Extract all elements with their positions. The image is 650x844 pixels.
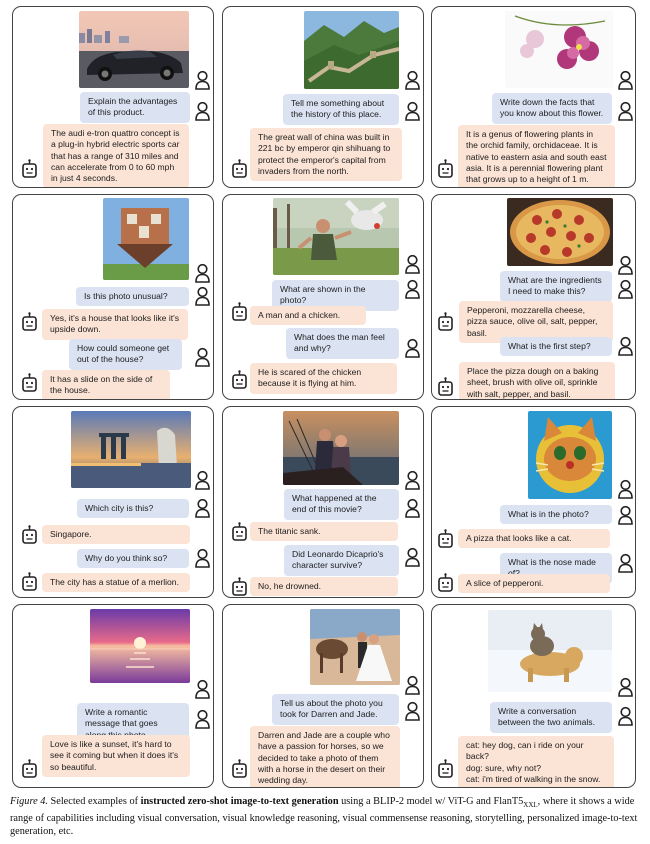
bot-message: The great wall of china was built in 221 bc by emperor qin shihuang to protect the emperor's capital from invaders from the north. bbox=[250, 128, 402, 181]
user-message: What is the first step? bbox=[500, 337, 612, 356]
robot-icon bbox=[231, 522, 248, 542]
robot-icon bbox=[21, 525, 38, 545]
user-icon bbox=[404, 498, 421, 518]
robot-icon bbox=[21, 572, 38, 592]
robot-icon bbox=[437, 529, 454, 549]
user-message: Write a romantic message that goes bbox=[77, 703, 189, 745]
bot-message: It is a genus of flowering plants in the orchid family, orchidaceae. It is native to eastern asia and south east asia. It is a perennial flowering plant that grows up to a height of 1 m. bbox=[458, 125, 615, 188]
user-icon bbox=[617, 279, 634, 299]
user-icon bbox=[617, 553, 634, 573]
bot-message: Place the pizza dough on a baking sheet, brush with olive oil, sprinkle with salt, pepper, and basil. bbox=[459, 362, 615, 400]
user-icon bbox=[194, 70, 211, 90]
example-panel-man-chicken bbox=[222, 194, 424, 400]
bot-message: Yes, it's a house that looks like it's upside down. bbox=[42, 309, 188, 340]
great-wall-photo bbox=[304, 11, 399, 89]
example-panel-car bbox=[12, 6, 214, 188]
user-message: Why do you think so? bbox=[77, 549, 189, 568]
bot-message: Pepperoni, mozzarella cheese, pizza sauce, olive oil, salt, pepper, basil. bbox=[459, 301, 613, 343]
example-panel-orchid bbox=[431, 6, 636, 188]
bot-message: A man and a chicken. bbox=[250, 306, 366, 325]
robot-icon bbox=[231, 759, 248, 779]
example-panel-cat-pizza bbox=[431, 406, 636, 598]
example-panel-cat-dog bbox=[431, 604, 636, 788]
user-message: What does the man feel and why? bbox=[286, 328, 399, 359]
user-message: What are the ingredients I need to make this? bbox=[500, 271, 612, 302]
bot-message: The audi e-tron quattro concept is a plug-in hybrid electric sports car that has a range of 310 miles and can accelerate from 0 to 60 mph in just 4 seconds. bbox=[43, 124, 189, 188]
robot-icon bbox=[21, 159, 38, 179]
user-icon bbox=[194, 498, 211, 518]
user-message: Is this photo unusual? bbox=[76, 287, 189, 306]
robot-icon bbox=[437, 377, 454, 397]
user-icon bbox=[404, 338, 421, 358]
caption-subscript: XXL bbox=[523, 801, 538, 810]
robot-icon bbox=[231, 370, 248, 390]
user-message: Explain the advantages of this product. bbox=[80, 92, 190, 123]
user-icon bbox=[194, 286, 211, 306]
bot-message: The city has a statue of a merlion. bbox=[42, 573, 190, 592]
user-icon bbox=[194, 263, 211, 283]
user-icon bbox=[194, 548, 211, 568]
bot-message: A pizza that looks like a cat. bbox=[458, 529, 610, 548]
user-icon bbox=[404, 675, 421, 695]
cat-pizza-photo bbox=[528, 411, 612, 499]
robot-icon bbox=[437, 312, 454, 332]
user-icon bbox=[404, 101, 421, 121]
user-icon bbox=[194, 470, 211, 490]
robot-icon bbox=[437, 573, 454, 593]
user-icon bbox=[617, 505, 634, 525]
user-icon bbox=[194, 709, 211, 729]
cat-dog-photo bbox=[488, 610, 612, 692]
example-panel-sunset bbox=[12, 604, 214, 788]
bot-message: He is scared of the chicken because it is flying at him. bbox=[250, 363, 397, 394]
bot-message: A slice of pepperoni. bbox=[458, 574, 610, 593]
wedding-photo bbox=[310, 609, 400, 685]
user-message: What is in the photo? bbox=[500, 505, 612, 524]
caption-text: Selected examples of bbox=[47, 796, 141, 807]
robot-icon bbox=[437, 759, 454, 779]
singapore-photo bbox=[71, 411, 191, 488]
user-message: Tell us about the photo you took for Darren and Jade. bbox=[272, 694, 399, 725]
figure-caption bbox=[10, 795, 642, 839]
user-icon bbox=[194, 679, 211, 699]
user-icon bbox=[194, 347, 211, 367]
example-panel-great-wall bbox=[222, 6, 424, 188]
user-icon bbox=[617, 101, 634, 121]
robot-icon bbox=[21, 759, 38, 779]
user-icon bbox=[617, 479, 634, 499]
sunset-photo bbox=[90, 609, 190, 683]
caption-bold: instructed zero-shot image-to-text generation bbox=[140, 796, 339, 807]
user-icon bbox=[404, 701, 421, 721]
titanic-photo bbox=[283, 411, 399, 485]
user-message: Write down the facts that you know about this flower. bbox=[492, 93, 612, 124]
example-panel-pizza bbox=[431, 194, 636, 400]
user-message: Did Leonardo Dicaprio's character survive? bbox=[284, 545, 399, 576]
example-panel-singapore bbox=[12, 406, 214, 598]
user-icon bbox=[617, 255, 634, 275]
bot-message: No, he drowned. bbox=[250, 577, 398, 596]
user-icon bbox=[404, 279, 421, 299]
user-icon bbox=[617, 677, 634, 697]
caption-text: , where it shows a wide range of capabilities including visual conversation, visual knowledge reasoning, visual commensense reasoning, storytelling, personalized image-to-text generation, etc. bbox=[10, 796, 638, 838]
user-icon bbox=[617, 336, 634, 356]
user-icon bbox=[404, 254, 421, 274]
user-message: Tell me something about the history of this place. bbox=[283, 94, 399, 125]
robot-icon bbox=[21, 373, 38, 393]
user-icon bbox=[404, 470, 421, 490]
robot-icon bbox=[231, 577, 248, 597]
robot-icon bbox=[21, 312, 38, 332]
pizza-photo bbox=[507, 198, 613, 266]
bot-message: The titanic sank. bbox=[250, 522, 398, 541]
user-icon bbox=[404, 70, 421, 90]
user-message: How could someone get out of the house? bbox=[69, 339, 182, 370]
bot-message: Darren and Jade are a couple who have a passion for horses, so we decided to take a photo of them with a horse in the desert on their wedding day. bbox=[250, 726, 400, 788]
car-photo bbox=[79, 11, 189, 88]
user-message: Which city is this? bbox=[77, 499, 189, 518]
user-icon bbox=[404, 547, 421, 567]
upside-down-house-photo bbox=[103, 198, 189, 280]
example-panel-house bbox=[12, 194, 214, 400]
user-icon bbox=[194, 101, 211, 121]
bot-message: cat: hey dog, can i ride on your back? dog: sure, why not? cat: i'm tired of walking in the snow. bbox=[458, 736, 614, 788]
user-icon bbox=[617, 706, 634, 726]
user-icon bbox=[617, 70, 634, 90]
example-panel-wedding bbox=[222, 604, 424, 788]
user-message: What are shown in the photo? bbox=[272, 280, 399, 311]
user-message: Write a conversation between the two animals. bbox=[490, 702, 612, 733]
robot-icon bbox=[231, 159, 248, 179]
caption-text: using a BLIP-2 model w/ ViT-G and FlanT5 bbox=[338, 796, 524, 807]
robot-icon bbox=[231, 302, 248, 322]
bot-message: Singapore. bbox=[42, 525, 190, 544]
figure-label: Figure 4. bbox=[10, 796, 48, 807]
robot-icon bbox=[437, 159, 454, 179]
example-panel-titanic bbox=[222, 406, 424, 598]
user-message: What is the nose made bbox=[500, 553, 612, 584]
man-chicken-photo bbox=[273, 198, 399, 275]
bot-message: It has a slide on the side of the house. bbox=[42, 370, 170, 400]
orchid-photo bbox=[505, 11, 613, 88]
bot-message: Love is like a sunset, it's hard to see it coming but when it does it's so beautiful. bbox=[42, 735, 190, 777]
user-message: What happened at the end of this movie? bbox=[284, 489, 399, 520]
